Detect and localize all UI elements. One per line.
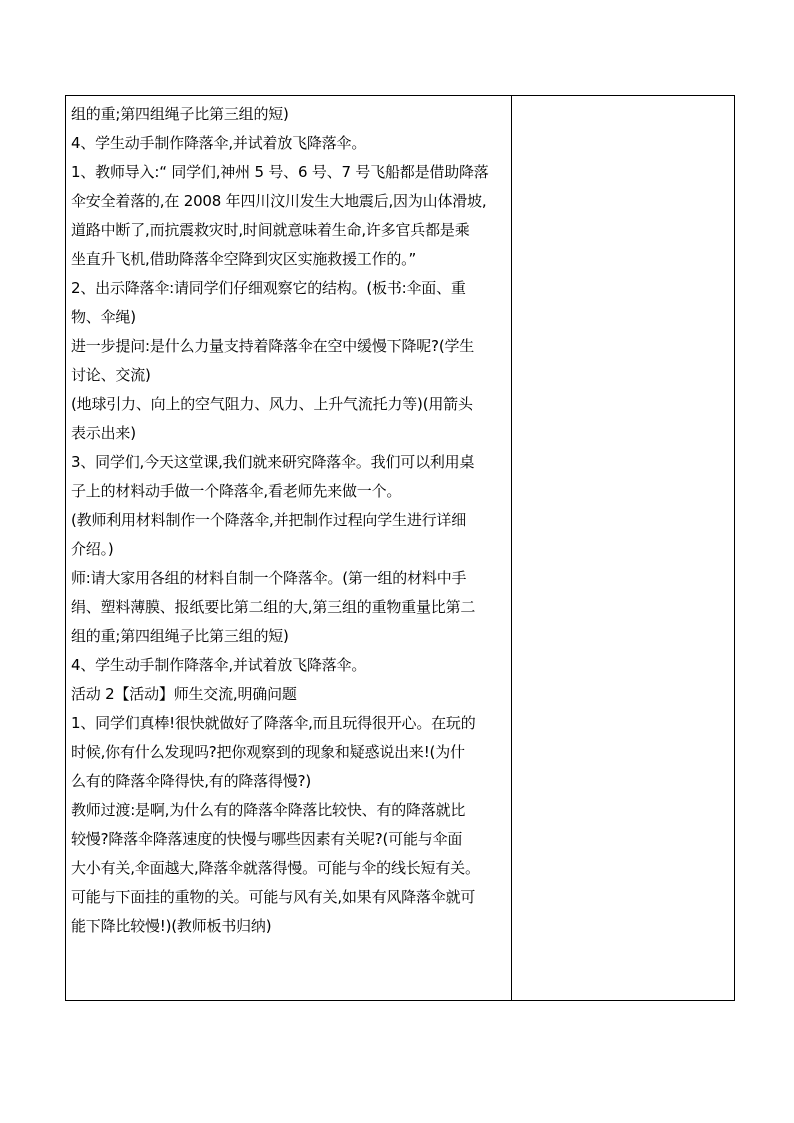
text-line: 4、学生动手制作降落伞,并试着放飞降落伞。	[71, 656, 367, 674]
lesson-content-cell	[66, 96, 512, 1001]
text-line: 坐直升飞机,借助降落伞空降到灾区实施救援工作的。”	[71, 250, 417, 268]
text-line: 介绍。)	[71, 540, 114, 558]
text-line: 活动 2【活动】师生交流,明确问题	[71, 685, 297, 703]
text-line: 能下降比较慢!)(教师板书归纳)	[71, 917, 272, 935]
notes-cell	[512, 96, 735, 1001]
text-line: 讨论、交流)	[71, 366, 151, 384]
text-line: (地球引力、向上的空气阻力、风力、上升气流托力等)(用箭头	[71, 395, 473, 413]
table-row	[66, 96, 735, 1001]
text-line: 较慢?降落伞降落速度的快慢与哪些因素有关呢?(可能与伞面	[71, 830, 463, 848]
text-line: 物、伞绳)	[71, 308, 136, 326]
text-line: (教师利用材料制作一个降落伞,并把制作过程向学生进行详细	[71, 511, 467, 529]
text-line: 子上的材料动手做一个降落伞,看老师先来做一个。	[71, 482, 402, 500]
text-line: 大小有关,伞面越大,降落伞就落得慢。可能与伞的线长短有关。	[71, 859, 480, 877]
text-line: 组的重;第四组绳子比第三组的短)	[71, 105, 289, 123]
lesson-content-text	[66, 96, 511, 941]
text-line: 组的重;第四组绳子比第三组的短)	[71, 627, 289, 645]
text-line: 3、同学们,今天这堂课,我们就来研究降落伞。我们可以利用桌	[71, 453, 475, 471]
text-line: 可能与下面挂的重物的关。可能与风有关,如果有风降落伞就可	[71, 888, 476, 906]
text-line: 进一步提问:是什么力量支持着降落伞在空中缓慢下降呢?(学生	[71, 337, 475, 355]
text-line: 伞安全着落的,在 2008 年四川汶川发生大地震后,因为山体滑坡,	[71, 192, 487, 210]
lesson-plan-table	[65, 95, 735, 1001]
text-line: 绢、塑料薄膜、报纸要比第二组的大,第三组的重物重量比第二	[71, 598, 476, 616]
text-line: 表示出来)	[71, 424, 136, 442]
text-line: 时候,你有什么发现吗?把你观察到的现象和疑惑说出来!(为什	[71, 743, 465, 761]
text-line: 教师过渡:是啊,为什么有的降落伞降落比较快、有的降落就比	[71, 801, 466, 819]
text-line: 4、学生动手制作降落伞,并试着放飞降落伞。	[71, 134, 367, 152]
text-line: 么有的降落伞降得快,有的降落得慢?)	[71, 772, 311, 790]
text-line: 师:请大家用各组的材料自制一个降落伞。(第一组的材料中手	[71, 569, 467, 587]
text-line: 1、教师导入:“ 同学们,神州 5 号、6 号、7 号飞船都是借助降落	[71, 163, 489, 181]
text-line: 2、出示降落伞:请同学们仔细观察它的结构。(板书:伞面、重	[71, 279, 466, 297]
text-line: 道路中断了,而抗震救灾时,时间就意味着生命,许多官兵都是乘	[71, 221, 470, 239]
text-line: 1、同学们真棒!很快就做好了降落伞,而且玩得很开心。在玩的	[71, 714, 476, 732]
